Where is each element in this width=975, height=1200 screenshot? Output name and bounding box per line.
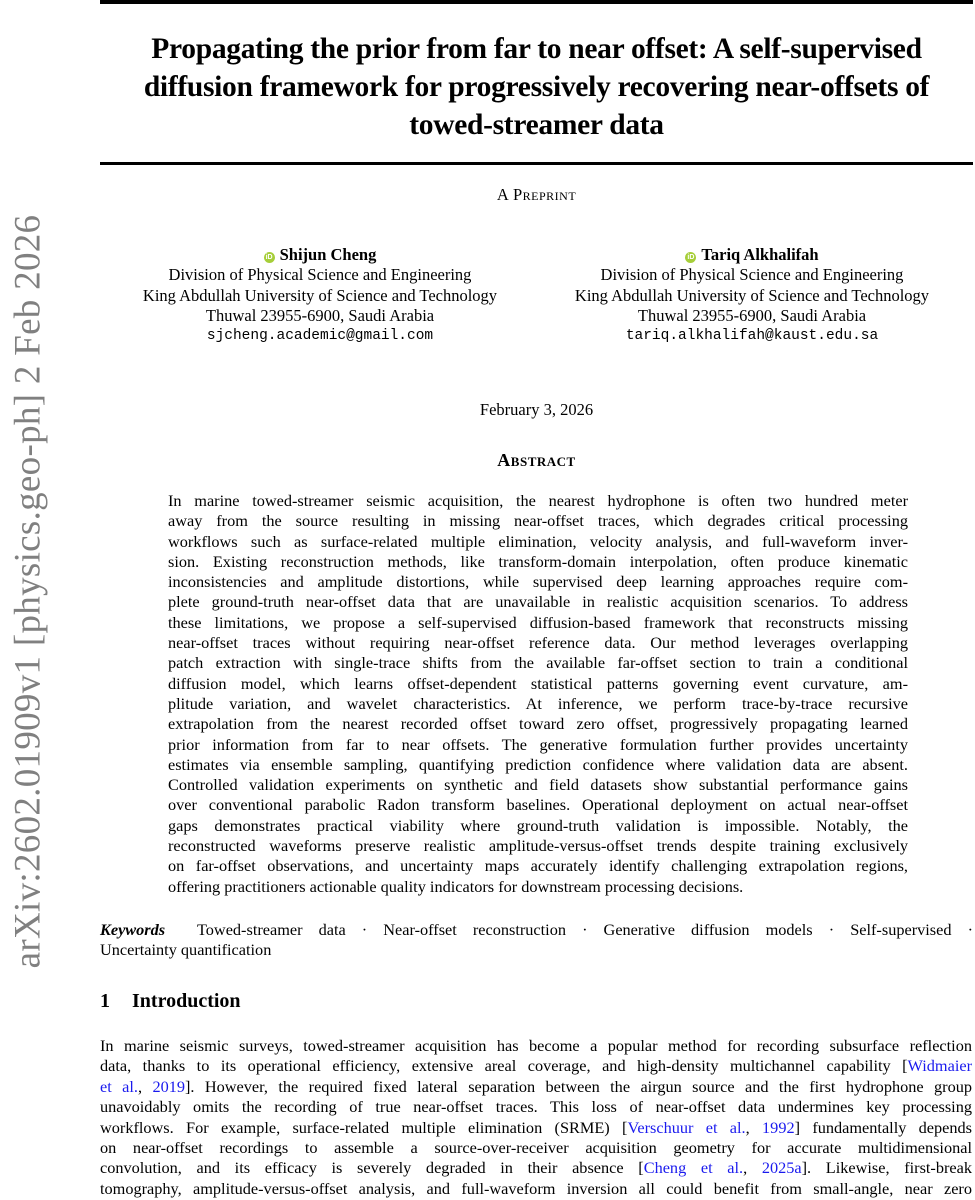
- text-segment: ,: [137, 1076, 153, 1096]
- citation-link[interactable]: 2025a: [761, 1158, 802, 1178]
- abstract-line: extrapolation from the nearest recorded offset toward zero offset, progressively propagating learned: [168, 714, 908, 734]
- title-line: towed-streamer data: [409, 109, 664, 141]
- section-title: Introduction: [132, 990, 241, 1012]
- citation-link[interactable]: Verschuur et al.: [627, 1117, 746, 1137]
- text-segment: on near-offset recordings to assemble a source-over-receiver acquisition geometry for accurate multidimensional: [100, 1138, 972, 1158]
- author-email[interactable]: tariq.alkhalifah@kaust.edu.sa: [625, 328, 879, 345]
- abstract-line: on far-offset observations, and uncertainty maps accurately identify challenging extrapolation regions,: [168, 856, 908, 876]
- paragraph-line: [100, 1138, 972, 1158]
- date: February 3, 2026: [479, 400, 594, 419]
- abstract-line: In marine towed-streamer seismic acquisition, the nearest hydrophone is often two hundred meter: [168, 491, 908, 510]
- keywords-text: Uncertainty quantification: [100, 940, 272, 960]
- text-segment: ]. Likewise, first-break: [801, 1158, 973, 1178]
- paragraph-line: [100, 1077, 972, 1097]
- citation-link[interactable]: 1992: [762, 1117, 795, 1137]
- author-address: Thuwal 23955-6900, Saudi Arabia: [637, 305, 867, 325]
- paragraph-line: [100, 1118, 972, 1138]
- author-dept: Division of Physical Science and Engineering: [600, 265, 904, 285]
- abstract-line: estimates via ensemble sampling, quantifying prediction confidence where validation data are absent.: [168, 754, 908, 774]
- author-university: King Abdullah University of Science and Technology: [574, 285, 930, 305]
- author-block: [110, 245, 530, 346]
- top-rule: [100, 0, 973, 4]
- abstract-line: reconstructed waveforms preserve realistic amplitude-versus-offset trends despite training exclusively: [168, 836, 908, 856]
- abstract-line: away from the source resulting in missing near-offset traces, which degrades critical processing: [168, 511, 908, 531]
- abstract-line: offering practitioners actionable quality indicators for downstream processing decisions.: [168, 876, 744, 896]
- text-segment: ] fundamentally depends: [794, 1117, 973, 1137]
- author-block: [542, 245, 962, 346]
- abstract-line: diffusion model, which learns offset-dependent statistical patterns governing event curvature, am-: [168, 673, 908, 693]
- abstract-line: plete ground-truth near-offset data that are unavailable in realistic acquisition scenarios. To address: [168, 592, 908, 612]
- title-line: diffusion framework for progressively recovering near-offsets of: [143, 71, 930, 103]
- text-segment: In marine seismic surveys, towed-streamer acquisition has become a popular method for recording subsurface reflection: [100, 1036, 972, 1055]
- text-segment: convolution, and its efficacy is severely degraded in their absence [: [100, 1158, 644, 1178]
- author-university: King Abdullah University of Science and Technology: [142, 285, 498, 305]
- abstract-line: inconsistencies and amplitude distortions, while supervised deep learning approaches require com-: [168, 572, 908, 592]
- text-segment: data, thanks to its operational efficiency, extensive areal coverage, and high-density multichannel capability [: [100, 1056, 908, 1076]
- abstract-line: Controlled validation experiments on synthetic and field datasets show substantial performance gains: [168, 775, 908, 795]
- keywords: [100, 920, 973, 961]
- author-address: Thuwal 23955-6900, Saudi Arabia: [205, 305, 435, 325]
- author-name: Shijun Cheng: [279, 245, 377, 264]
- paper-title: [100, 30, 973, 144]
- paragraph-line: [100, 1179, 972, 1199]
- orcid-icon[interactable]: iD: [687, 254, 695, 261]
- section-number: 1: [100, 990, 110, 1012]
- paragraph-line: [100, 1056, 972, 1076]
- title-line: Propagating the prior from far to near offset: A self-supervised: [151, 33, 922, 65]
- abstract-line: patch extraction with single-trace shifts from the available far-offset section to train a conditional: [168, 653, 908, 673]
- section-heading: [100, 990, 241, 1013]
- paragraph-line: [100, 1158, 972, 1178]
- abstract-line: workflows such as surface-related multiple elimination, velocity analysis, and full-waveform inver-: [168, 531, 908, 551]
- arxiv-stamp: arXiv:2602.01909v1 [physics.geo-ph] 2 Feb 2026: [7, 214, 49, 969]
- keywords-label: Keywords: [100, 920, 166, 939]
- author-email[interactable]: sjcheng.academic@gmail.com: [206, 328, 434, 345]
- text-segment: ]. However, the required fixed lateral separation between the airgun source and the first hydrophone group: [185, 1076, 972, 1096]
- author-dept: Division of Physical Science and Engineering: [168, 265, 472, 285]
- abstract-line: over conventional parabolic Radon transform baselines. Operational deployment on actual near-offset: [168, 795, 908, 815]
- citation-link[interactable]: Cheng et al.: [643, 1158, 744, 1178]
- citation-link[interactable]: Widmaier: [907, 1056, 972, 1076]
- citation-link[interactable]: et al.: [100, 1076, 138, 1096]
- abstract-line: plitude variation, and wavelet characteristics. At inference, we perform trace-by-trace recursive: [168, 693, 908, 713]
- abstract-heading: Abstract: [497, 450, 576, 470]
- introduction-body: [100, 1036, 972, 1199]
- title-bottom-rule: [100, 162, 973, 165]
- orcid-icon[interactable]: iD: [265, 254, 273, 261]
- abstract-line: sion. Existing reconstruction methods, like transform-domain interpolation, often produce kinematic: [168, 551, 908, 571]
- text-segment: ,: [743, 1158, 762, 1178]
- paragraph-line: [100, 1036, 972, 1056]
- paragraph-line: [100, 1097, 972, 1117]
- author-name: Tariq Alkhalifah: [701, 245, 819, 264]
- text-segment: ,: [745, 1117, 763, 1137]
- citation-link[interactable]: 2019: [152, 1076, 185, 1096]
- abstract-body: [168, 491, 908, 897]
- preprint-label: A Preprint: [496, 185, 577, 204]
- text-segment: workflows. For example, surface-related multiple elimination (SRME) [: [100, 1117, 628, 1137]
- text-segment: unavoidably omits the recording of true near-offset traces. This loss of near-offset data undermines key processing: [100, 1097, 972, 1117]
- abstract-line: prior information from far to near offsets. The generative formulation further provides uncertainty: [168, 734, 908, 754]
- abstract-line: near-offset traces without requiring near-offset reference data. Our method leverages overlapping: [168, 633, 908, 653]
- text-segment: tomography, amplitude-versus-offset analysis, and full-waveform inversion all could benefit from small-angle, near zero: [100, 1178, 972, 1198]
- keywords-text: Towed-streamer data · Near-offset reconstruction · Generative diffusion models · Self-supervised ·: [196, 920, 973, 939]
- abstract-line: gaps demonstrates practical viability where ground-truth validation is impossible. Notably, the: [168, 815, 908, 835]
- abstract-line: these limitations, we propose a self-supervised diffusion-based framework that reconstructs missing: [168, 612, 908, 632]
